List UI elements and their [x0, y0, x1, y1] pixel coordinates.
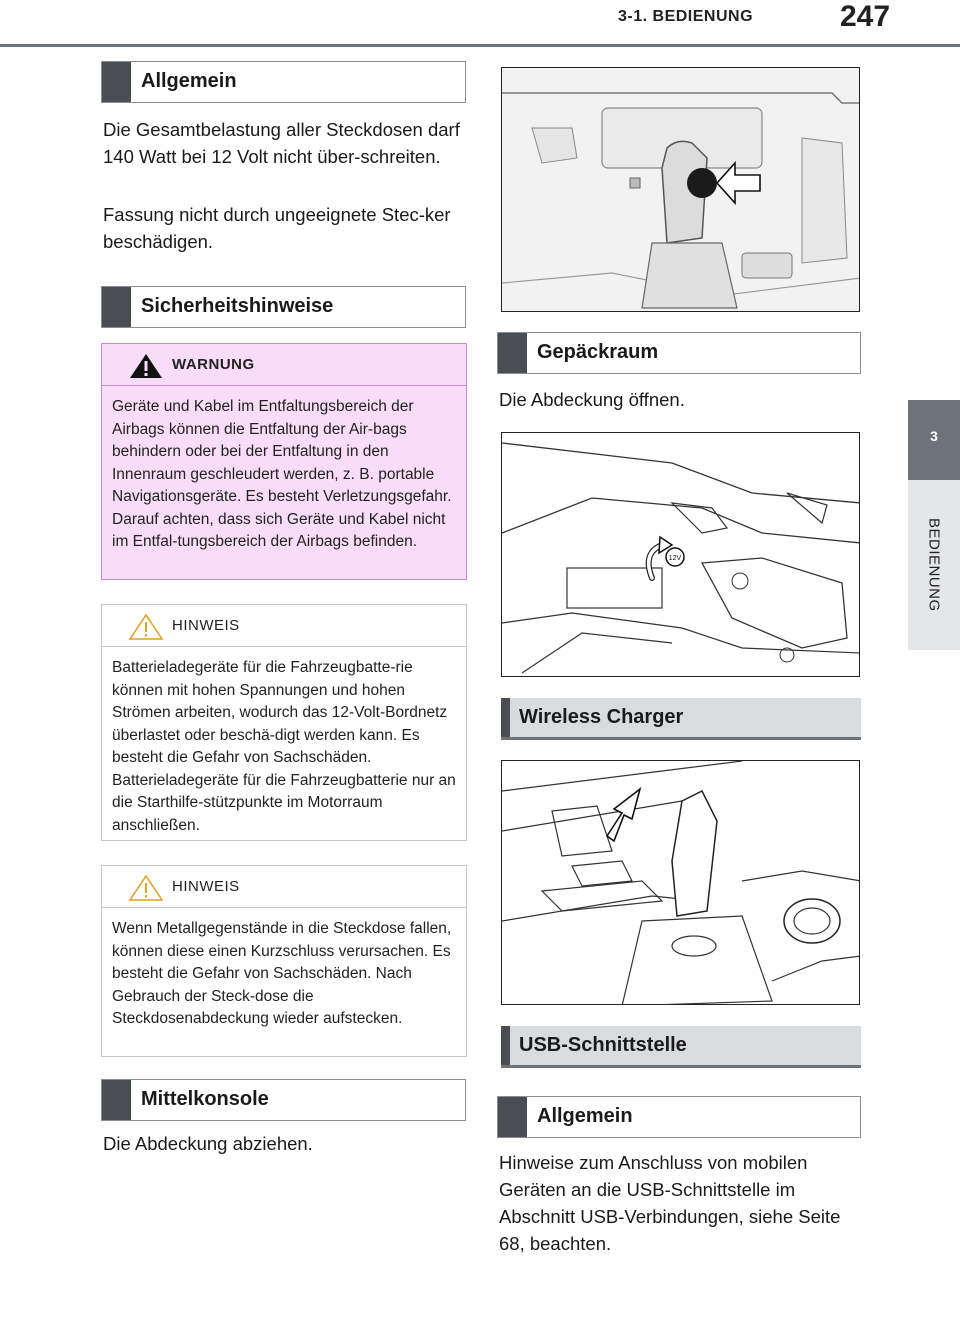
- heading-bar: [498, 333, 527, 373]
- paragraph-load: Die Gesamtbelastung aller Steckdosen darf 140 Watt bei 12 Volt nicht über-schreiten.: [103, 119, 460, 167]
- warning-title: WARNUNG: [172, 356, 255, 373]
- console-socket-illustration: [502, 68, 860, 312]
- warning-text: Geräte und Kabel im Entfaltungsbereich der Airbags können die Entfaltung der Air-bags behindern oder bei der Entfaltung in den Innenraum geschleudert werden, z. B. portable Navigationsgeräte. Es besteht Verletzungsgefahr. Darauf achten, dass sich Geräte und Kabel nicht im Entfal-tungsbereich der Airbags befinden.: [112, 398, 452, 550]
- heading-text: Sicherheitshinweise: [141, 295, 334, 317]
- figure-console-socket: [501, 67, 860, 312]
- chapter-label-text: BEDIENUNG: [925, 518, 943, 612]
- caution-triangle-icon: [128, 874, 164, 902]
- socket-label: 12V: [668, 555, 682, 562]
- paragraph-console: Die Abdeckung abziehen.: [103, 1133, 313, 1154]
- notice-box-charger: [101, 604, 467, 841]
- paragraph-usb: Hinweise zum Anschluss von mobilen Geräten an die USB-Schnittstelle im Abschnitt USB-Verbindungen, siehe Seite 68, beachten.: [499, 1152, 841, 1254]
- heading-usb-allgemein: [497, 1096, 861, 1138]
- heading-mittelkonsole: [101, 1079, 466, 1121]
- heading-text: Mittelkonsole: [141, 1088, 269, 1110]
- heading-bar: [102, 1080, 131, 1120]
- luggage-socket-illustration: [502, 433, 860, 677]
- notice-header: [102, 605, 466, 647]
- heading-gepaeckraum: [497, 332, 861, 374]
- notice-text: Wenn Metallgegenstände in die Steckdose fallen, können diese einen Kurzschluss verursachen. Es besteht die Gefahr von Sachschäden. Nach Gebrauch der Steck-dose die Steckdosenabdeckung wieder aufstecken.: [112, 920, 452, 1027]
- notice-title: HINWEIS: [172, 878, 240, 895]
- figure-luggage-socket: [501, 432, 860, 677]
- header-rule: [0, 44, 960, 47]
- heading-usb: [501, 1026, 861, 1068]
- page-number: 247: [840, 0, 891, 33]
- paragraph-socket: Fassung nicht durch ungeeignete Stec-ker beschädigen.: [103, 204, 451, 252]
- caution-triangle-icon: [128, 613, 164, 641]
- notice-text: Batterieladegeräte für die Fahrzeugbatte-rie können mit hohen Spannungen und hohen Strömen arbeiten, wodurch das 12-Volt-Bordnetz überlastet oder beschä-digt werden kann. Es besteht die Gefahr von Sachschäden. Batterieladegeräte für die Fahrzeugbatterie nur an die Starthilfe-stützpunkte im Motorraum anschließen.: [112, 659, 456, 834]
- heading-bar: [102, 62, 131, 102]
- warning-triangle-icon: [128, 352, 164, 380]
- section-title: 3-1. BEDIENUNG: [618, 8, 754, 25]
- heading-wireless-charger: [501, 698, 861, 740]
- heading-text: USB-Schnittstelle: [519, 1034, 687, 1056]
- heading-allgemein: [101, 61, 466, 103]
- heading-bar: [501, 1026, 510, 1065]
- notice-box-metal: [101, 865, 467, 1057]
- chapter-label: [908, 480, 960, 650]
- notice-header: [102, 866, 466, 908]
- heading-text: Allgemein: [141, 70, 237, 92]
- heading-text: Wireless Charger: [519, 706, 684, 728]
- wireless-charger-illustration: [502, 761, 860, 1005]
- heading-bar: [498, 1097, 527, 1137]
- heading-text: Allgemein: [537, 1105, 633, 1127]
- heading-bar: [501, 698, 510, 737]
- chapter-number: 3: [930, 428, 938, 444]
- warning-box: [101, 343, 467, 580]
- heading-bar: [102, 287, 131, 327]
- paragraph-luggage: Die Abdeckung öffnen.: [499, 389, 685, 410]
- heading-text: Gepäckraum: [537, 341, 659, 363]
- notice-title: HINWEIS: [172, 617, 240, 634]
- heading-safety: [101, 286, 466, 328]
- warning-header: [102, 344, 466, 386]
- figure-wireless-charger: [501, 760, 860, 1005]
